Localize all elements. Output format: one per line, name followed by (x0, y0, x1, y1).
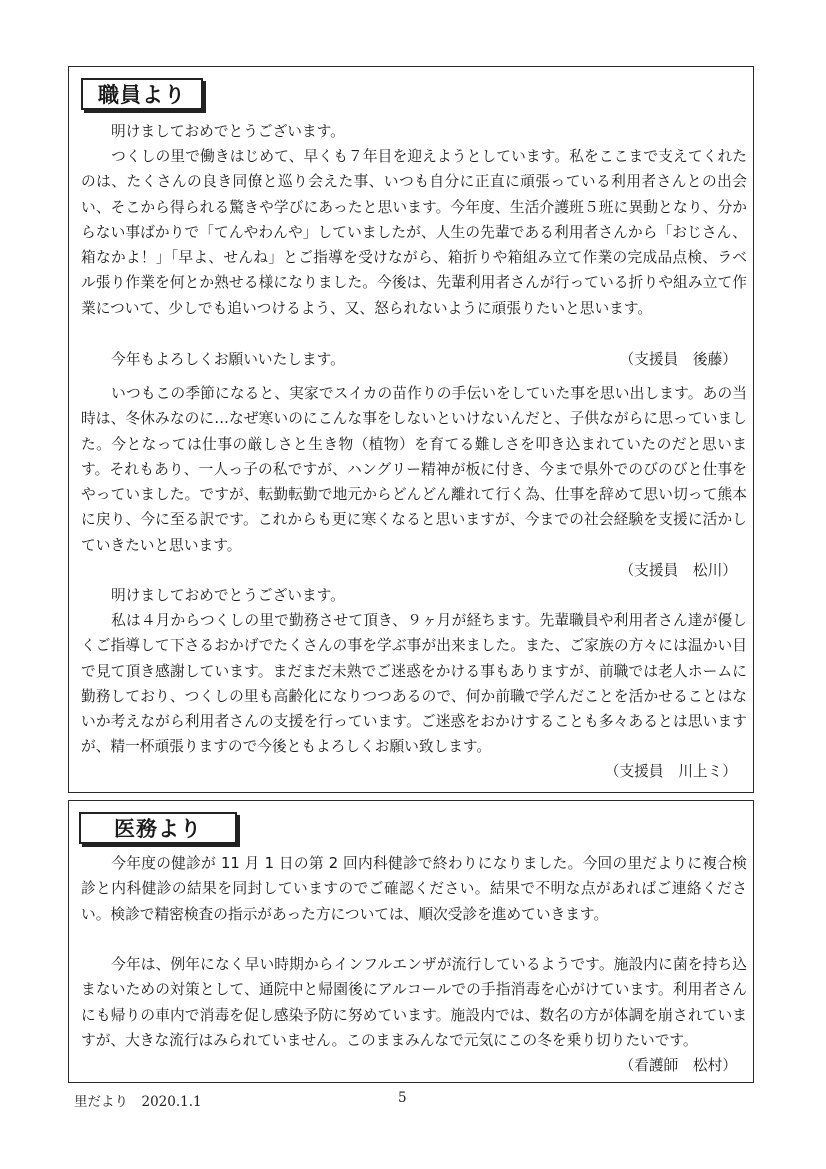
page-number: 5 (398, 1090, 407, 1106)
medical-paragraph-1: 今年度の健診が 11 月 1 日の第 2 回内科健診で終わりになりました。今回の里だよりに複合検診と内科健診の結果を同封していますのでご確認ください。結果で不明な点があればご連絡ください。検診で精密検査の指示があった方については、順次受診を進めていきます。 (81, 855, 747, 923)
staff-greeting-3: 明けましておめでとうございます。 (111, 587, 345, 604)
medical-signature-matsumura: （看護師 松村） (619, 1057, 737, 1074)
staff-signature-goto: （支援員 後藤） (619, 351, 737, 368)
staff-paragraph-1: つくしの里で働きはじめて、早くも７年目を迎えようとしています。私をここまで支えてくれたのは、たくさんの良き同僚と巡り会えた事、いつも自分に正直に頑張っている利用者さんとの出会い、そこから得られる驚きや学びにあったと思います。今年度、生活介護班５班に異動となり、分からない事ばかりで「てんやわんや」していましたが、人生の先輩である利用者さんから「おじさん、箱なかよ！」「早よ、せんね」とご指導を受けながら、箱折りや箱組み立て作業の完成品点検、ラベル張り作業を何とか熟せる様になりました。今後は、先輩利用者さんが行っている折りや組み立て作業について、少しでも追いつけるよう、又、怒られないように頑張りたいと思います。 (81, 148, 747, 317)
staff-section (68, 66, 754, 793)
staff-paragraph-2: いつもこの季節になると、実家でスイカの苗作りの手伝いをしていた事を思い出します。あの当時は、冬休みなのに…なぜ寒いのにこんな事をしないといけないんだと、子供ながらに思っていました。今となっては仕事の厳しさと生き物（植物）を育てる難しさを叩き込まれていたのだと思います。それもあり、一人っ子の私ですが、ハングリー精神が板に付き、今まで県外でのびのびと仕事をやっていました。ですが、転勤転勤で地元からどんどん離れて行く為、仕事を辞めて思い切って熊本に戻り、今に至る訳です。これからも更に寒くなると思いますが、今までの社会経験を支援に活かしていきたいと思います。 (81, 385, 747, 554)
staff-closing-1: 今年もよろしくお願いいたします。 (111, 351, 345, 368)
staff-signature-kawakami: （支援員 川上ミ） (604, 763, 737, 780)
medical-section-heading: 医務より (79, 812, 237, 844)
medical-section (68, 800, 754, 1083)
medical-paragraph-2: 今年は、例年になく早い時期からインフルエンザが流行しているようです。施設内に菌を持ち込まないための対策として、通院中と帰園後にアルコールでの手指消毒を心がけています。利用者さんにも帰りの車内で消毒を促し感染予防に努めています。施設内では、数名の方が体調を崩されていますが、大きな流行はみられていません。このままみんなで元気にこの冬を乗り切りたいです。 (81, 956, 747, 1049)
staff-section-heading: 職員より (81, 78, 203, 110)
footer-publication: 里だより 2020.1.1 (74, 1094, 202, 1110)
staff-greeting-1: 明けましておめでとうございます。 (111, 123, 345, 140)
staff-paragraph-3: 私は４月からつくしの里で勤務させて頂き、９ヶ月が経ちます。先輩職員や利用者さん達が優しくご指導して下さるおかげでたくさんの事を学ぶ事が出来ました。また、ご家族の方々には温かい目で見て頂き感謝しています。まだまだ未熟でご迷惑をかける事もありますが、前職では老人ホームに勤務しており、つくしの里も高齢化になりつつあるので、何か前職で学んだことを活かせることはないか考えながら利用者さんの支援を行っています。ご迷惑をおかけすることも多々あるとは思いますが、精一杯頑張りますので今後ともよろしくお願い致します。 (81, 612, 747, 756)
staff-signature-matsukawa: （支援員 松川） (619, 562, 737, 579)
